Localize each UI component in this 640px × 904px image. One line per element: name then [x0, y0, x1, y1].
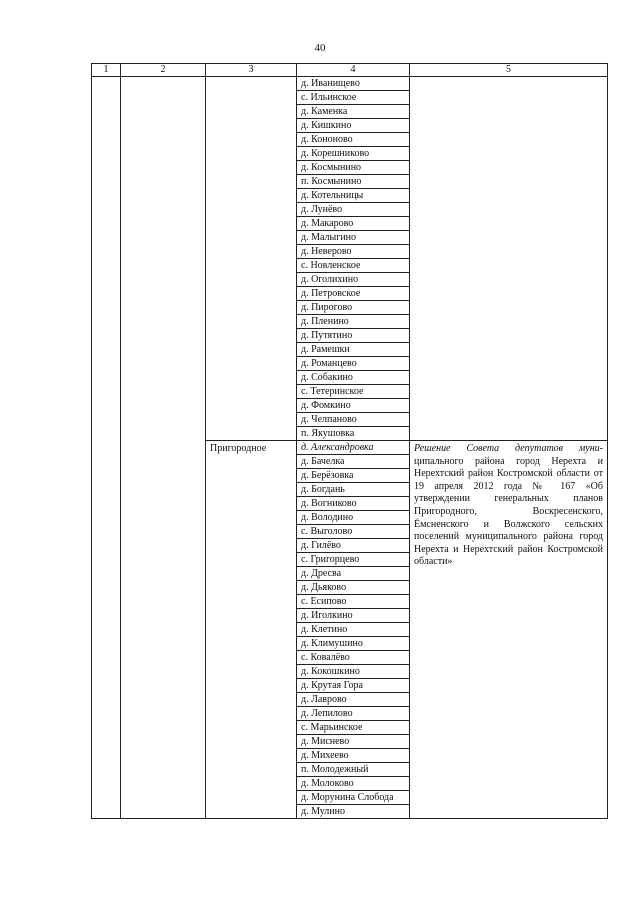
settlement-item: д. Мулино — [301, 806, 345, 817]
municipality-name: Пригородное — [210, 443, 267, 454]
settlement-item: д. Иголкино — [297, 609, 409, 623]
settlement-list — [297, 77, 409, 440]
settlement-item: д. Кононово — [297, 133, 409, 147]
settlement-item: п. Якушовка — [301, 428, 355, 439]
settlement-item: п. Космынино — [297, 175, 409, 189]
settlement-item: д. Неверово — [297, 245, 409, 259]
settlement-item: с. Выголово — [297, 525, 409, 539]
settlement-item: д. Пирогово — [297, 301, 409, 315]
decision-text — [414, 443, 603, 569]
settlement-item: д. Малыгино — [297, 231, 409, 245]
settlement-item: д. Клетино — [297, 623, 409, 637]
cell-col-2 — [121, 77, 206, 819]
header-col-2: 2 — [121, 64, 206, 77]
settlement-item: д. Михеево — [297, 749, 409, 763]
settlements-table — [91, 63, 608, 819]
settlement-item: д. Челпаново — [297, 413, 409, 427]
cell-settlements-continued — [297, 77, 410, 441]
settlement-item: д. Берёзовка — [297, 469, 409, 483]
settlement-item: д. Петровское — [297, 287, 409, 301]
header-col-5: 5 — [410, 64, 608, 77]
settlement-item: д. Дьяково — [297, 581, 409, 595]
settlement-item: д. Рамешки — [297, 343, 409, 357]
cell-decision-continued — [410, 77, 608, 441]
cell-municipality-continued — [206, 77, 297, 441]
settlement-item: с. Ковалёво — [297, 651, 409, 665]
settlement-item: с. Тетеринское — [297, 385, 409, 399]
page-number: 40 — [314, 42, 326, 54]
table-header-row — [92, 64, 608, 77]
settlement-item: д. Бачелка — [297, 455, 409, 469]
settlement-item: д. Собакино — [297, 371, 409, 385]
settlement-item: д. Корешниково — [297, 147, 409, 161]
settlement-item: с. Есипово — [297, 595, 409, 609]
header-col-3: 3 — [206, 64, 297, 77]
decision-text-italic: Решение Совета депутатов муни — [414, 443, 603, 454]
settlement-item: д. Оголихино — [297, 273, 409, 287]
settlement-item: д. Богдань — [297, 483, 409, 497]
settlement-item: д. Крутая Гора — [297, 679, 409, 693]
settlement-item: д. Дресва — [297, 567, 409, 581]
settlement-item: д. Володино — [297, 511, 409, 525]
settlement-item: д. Космынино — [297, 161, 409, 175]
settlement-item: с. Новленское — [297, 259, 409, 273]
header-col-1: 1 — [92, 64, 121, 77]
cell-col-1 — [92, 77, 121, 819]
decision-text-rest: ципального района город Нерехта и Нерехтский район Костромской области от 19 апреля 2012 года № 167 «Об утверждении генеральных планов Пригородного, Воскресенского, Ёмсненского и Волжского сельских поселений муниципального района город Нерехта и Нерехтский район Костромской области» — [414, 455, 603, 568]
settlement-item: д. Кокошкино — [297, 665, 409, 679]
cell-decision — [410, 441, 608, 819]
settlement-item: д. Лунёво — [297, 203, 409, 217]
settlement-item: с. Григорцево — [297, 553, 409, 567]
settlement-item: д. Морунина Слобода — [297, 791, 409, 805]
settlement-item: д. Кишкино — [297, 119, 409, 133]
settlement-item: д. Иванищево — [297, 77, 409, 91]
settlement-item: д. Миснево — [297, 735, 409, 749]
header-col-4: 4 — [297, 64, 410, 77]
settlement-item: д. Макарово — [297, 217, 409, 231]
settlement-item: д. Александровка — [297, 441, 409, 455]
settlement-item: с. Ильинское — [297, 91, 409, 105]
settlement-item: д. Путятино — [297, 329, 409, 343]
settlement-item: д. Лаврово — [297, 693, 409, 707]
settlement-item: п. Молодежный — [297, 763, 409, 777]
settlement-item: д. Гилёво — [297, 539, 409, 553]
settlement-item: д. Вогниково — [297, 497, 409, 511]
settlement-item: д. Климушино — [297, 637, 409, 651]
settlement-item: с. Марьинское — [297, 721, 409, 735]
settlement-item: д. Романцево — [297, 357, 409, 371]
settlement-item: д. Пленино — [297, 315, 409, 329]
settlement-item: д. Котельницы — [297, 189, 409, 203]
settlement-item: д. Лепилово — [297, 707, 409, 721]
table-row-continued — [92, 77, 608, 441]
settlement-item: д. Молоково — [297, 777, 409, 791]
settlement-list — [297, 441, 409, 818]
settlement-item: д. Фомкино — [297, 399, 409, 413]
settlement-item: д. Каменка — [297, 105, 409, 119]
cell-municipality — [206, 441, 297, 819]
cell-settlements — [297, 441, 410, 819]
